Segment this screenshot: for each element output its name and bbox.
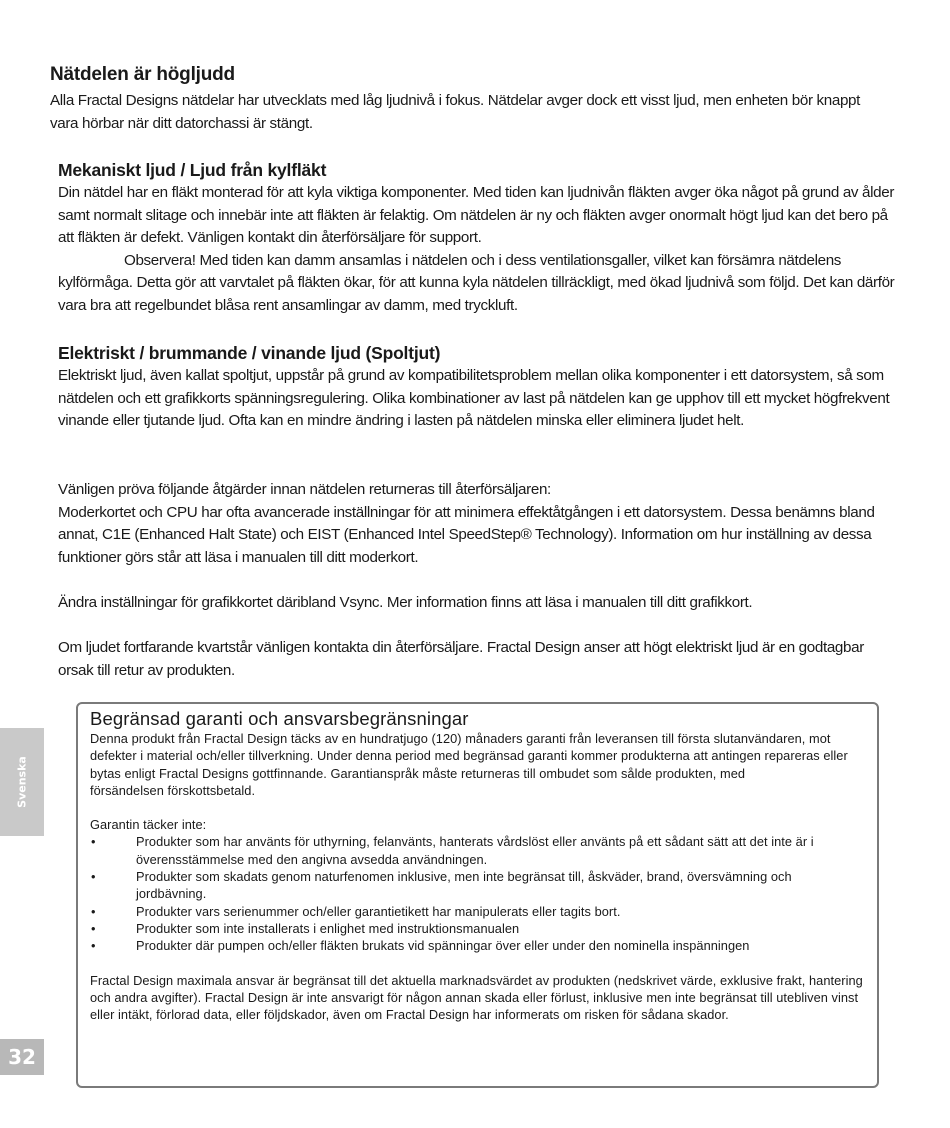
bullet-icon: •	[91, 903, 96, 919]
electrical-actions-block	[58, 479, 900, 569]
return-block	[58, 637, 900, 682]
page-title: Nätdelen är högljudd	[50, 64, 235, 85]
actions-intro: Vänligen pröva följande åtgärder innan nätdelen returneras till återförsäljaren:	[58, 481, 551, 498]
list-item: • Produkter som inte installerats i enlighet med instruktionsmanualen	[91, 920, 520, 936]
intro-paragraph: Alla Fractal Designs nätdelar har utvecklats med låg ljudnivå i fokus. Nätdelar avger dock ett visst ljud, men enheten bör knappt vara hörbar när ditt datorchassi är stängt.	[50, 92, 861, 132]
warranty-liability-paragraph: Fractal Design maximala ansvar är begränsat till det aktuella marknadsvärdet av produkten (nedskrivet värde, exklusive frakt, hantering och andra avgifter). Fractal Design är inte ansvarigt för någon annan skada eller förlust, inklusive men inte begränsat till utebliven vinst eller intäkt, förlorad data, eller följdskador, även om Fractal Design har informerats om risken för sådana skador.	[90, 972, 863, 1023]
mechanical-noise-note: Observera! Med tiden kan damm ansamlas i nätdelen och i dess ventilationsgaller, vilket kan försämra nätdelens kylförmåga. Detta gör att varvtalet på fläkten ökar, för att kunna kyla nätdelen tillräckligt, med ökad ljudnivå som följd. Det kan därför vara bra att regelbundet blåsa rent ansamlingar av damm, med tryckluft.	[58, 251, 895, 314]
bullet-icon: •	[91, 938, 96, 954]
mechanical-noise-section	[58, 160, 900, 318]
actions-graphics: Ändra inställningar för grafikkortet däribland Vsync. Mer information finns att läsa i manualen till ditt grafikkort.	[58, 594, 753, 611]
list-item: • Produkter där pumpen och/eller fläkten brukats vid spänningar över eller under den nominella inspänningen	[91, 938, 750, 954]
warranty-paragraph: Denna produkt från Fractal Design täcks av en hundratjugo (120) månaders garanti från leveransen till första slutanvändaren, mot defekter i material och/eller tillverkning. Under denna period med begränsad garanti kommer produkterna att antingen repareras eller bytas enligt Fractal Designs gottfinnande. Garantianspråk måste returneras till ombudet som sålde produkten, med	[90, 731, 848, 781]
mechanical-noise-title: Mekaniskt ljud / Ljud från kylfläkt	[58, 160, 327, 180]
actions-motherboard: Moderkortet och CPU har ofta avancerade inställningar för att minimera effektåtgången i ett datorsystem. Dessa benämns bland annat, C1E (Enhanced Halt State) och EIST (Enhanced Intel SpeedStep® Technology). Information om hur inställning av dessa funktioner görs står att läsa i manualen till ditt moderkort.	[58, 503, 875, 566]
electrical-noise-paragraph: Elektriskt ljud, även kallat spoltjut, uppstår på grund av kompatibilitetsproblem mellan olika komponenter i ett datorsystem, så som nätdelen och ett grafikkorts spänningsregulering. Olika kombinationer av last på nätdelen kan ge upphov till ett mycket högfrekvent vinande eller tjutande ljud. Ofta kan en mindre ändring i lasten på nätdelen minska eller eliminera ljudet helt.	[58, 367, 890, 430]
language-tab	[0, 728, 44, 836]
list-item: • Produkter vars serienummer och/eller garantietikett har manipulerats eller tagits bort.	[91, 903, 621, 919]
electrical-noise-title: Elektriskt / brummande / vinande ljud (Spoltjut)	[58, 343, 441, 363]
mechanical-noise-paragraph: Din nätdel har en fläkt monterad för att kyla viktiga komponenter. Med tiden kan ljudnivån fläkten avger öka något på grund av ålder samt normalt slitage och innebär inte att fläkten är felaktig. Om nätdelen är ny och fläkten avger onormalt högt ljud kan det bero på att fläkten är defekt. Vänligen kontakt din återförsäljare för support.	[58, 184, 895, 247]
bullet-icon: •	[91, 869, 96, 885]
bullet-icon: •	[91, 834, 96, 850]
warranty-exclusions-list	[90, 833, 865, 954]
list-item: • Produkter som har använts för uthyrning, felanvänts, hanterats vårdslöst eller använts på ett sådant sätt att det inte är i överensstämmelse med den angivna avsedda användningen.	[91, 834, 814, 867]
electrical-noise-section	[58, 343, 900, 433]
bullet-icon: •	[91, 920, 96, 936]
actions-graphics-block	[58, 592, 900, 615]
warranty-prepaid-line: försändelsen förskottsbetald.	[90, 782, 256, 798]
warranty-box	[76, 702, 879, 1088]
page-number: 32	[0, 1039, 44, 1075]
warranty-title: Begränsad garanti och ansvarsbegränsningar	[90, 708, 469, 729]
language-tab-label: Svenska	[15, 756, 29, 808]
list-item: • Produkter som skadats genom naturfenomen inklusive, men inte begränsat till, åskväder, brand, översvämning och jordbävning.	[91, 869, 792, 902]
warranty-exclusions-title: Garantin täcker inte:	[90, 817, 207, 833]
return-paragraph: Om ljudet fortfarande kvartstår vänligen kontakta din återförsäljare. Fractal Design anser att högt elektriskt ljud är en godtagbar orsak till retur av produkten.	[58, 639, 864, 679]
